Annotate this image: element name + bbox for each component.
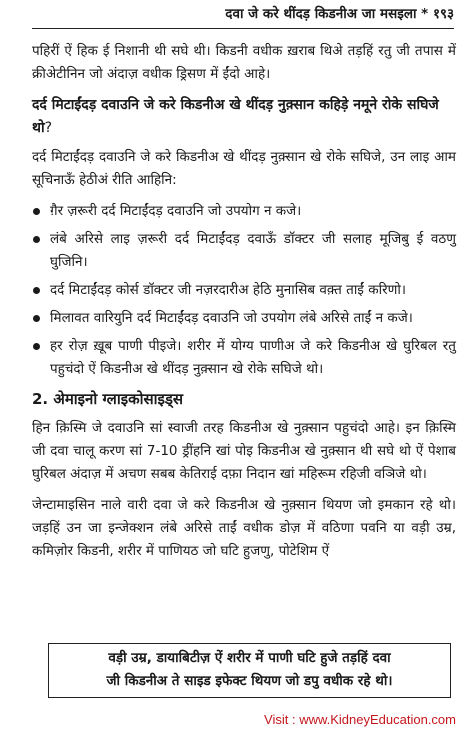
header-title: दवा जे करे थींदड़ किडनीअ जा मसइला xyxy=(225,6,417,22)
callout-line-1: वड़ी उम्र, डायाबिटीज़ ऐं शरीर में पाणी घटि हुजे तड़हिं दवा xyxy=(108,650,391,666)
list-item-text: लंबे अरिसे लाइ ज़रूरी दर्द मिटाईंदड़ दवाऊँ डॉक्टर जी सलाह मूजिबु ई वठणु घुजिनि। xyxy=(50,231,456,270)
header-rule xyxy=(32,28,454,29)
list-item xyxy=(32,200,456,223)
answer-intro: दर्द मिटाईंदड़ दवाउनि जे करे किडनीअ खे थींदड़ नुक़्सान खे रोके सघिजे, उन लाइ आम सूचिनाऊँ हेठीअं रीति आहिनि: xyxy=(32,149,456,188)
header-separator: * xyxy=(421,6,429,22)
callout-box xyxy=(48,643,451,698)
intro-paragraph: पहिरीं ऐं हिक ई निशानी थी सघे थी। किडनी वधीक ख़राब थिअे तड़हिं रतु जी तपास में क्रीअेटीनिन जो अंदाज़ वधीक ड्रिसण में ईंदो आहे। xyxy=(32,43,456,82)
list-item xyxy=(32,228,456,274)
section-paragraph-1: हिन क़िस्मि जे दवाउनि सां स्वाजी तरह किडनीअ खे नुक़्सान पहुचंदो आहे। इन क़िस्मि जी दवा चालू करण सां 7-10 ड्रींहनि खां पोइ किडनीअ खे नुक़्सान थी सघे थो ऐं पेशाब घुरिबल अंदाज़ में अचण सबब केतिराई दफ़ा निदान खां महिरूम रहिजी वञिजे थो। xyxy=(32,420,456,482)
question-text: दर्द मिटाईंदड़ दवाउनि जे करे किडनीअ खे थींदड़ नुक़्सान कहिड़े नमूने रोके सघिजे थो xyxy=(32,97,439,136)
list-item-text: दर्द मिटाईंदड़ कोर्स डॉक्टर जी नज़रदारीअ हेठि मुनासिब वक़्त ताईं करिणो। xyxy=(50,282,406,298)
question-heading xyxy=(32,94,456,140)
question-mark: ? xyxy=(44,120,53,136)
list-item xyxy=(32,307,456,330)
list-item-text: मिलावत वारियुनि दर्द मिटाईंदड़ दवाउनि जो उपयोग लंबे अरिसे ताईं न कजे। xyxy=(50,310,413,326)
recommendation-list xyxy=(32,200,456,381)
bullet-icon xyxy=(33,236,40,243)
section-paragraph-2: जेन्टामाइसिन नाले वारी दवा जे करे किडनीअ खे नुक़्सान थियण जो इमकान रहे थो। जड़हिं उन जा इन्जेक्शन लंबे अरिसे ताईं वधीक डोज़ में वठिणा पवनि या वड़ी उम्र, कमिज़ोर किडनी, शरीर में पाणियठ जो घटि हुजणु, पोटेशिम ऐं xyxy=(32,497,456,559)
footer-link[interactable]: Visit : www.KidneyEducation.com xyxy=(264,712,456,727)
list-item-text: ग़ैर ज़रूरी दर्द मिटाईंदड़ दवाउनि जो उपयोग न कजे। xyxy=(50,203,302,219)
running-header xyxy=(20,4,454,22)
list-item xyxy=(32,335,456,381)
list-item xyxy=(32,279,456,302)
bullet-icon xyxy=(33,315,40,322)
callout-line-2: जी किडनीअ ते साइड इफेक्ट थियण जो डपु वधीक रहे थो। xyxy=(106,673,393,689)
list-item-text: हर रोज़ ख़ूब पाणी पीइजे। शरीर में योग्य पाणीअ जे करे किडनीअ खे घुरिबल रतु पहुचंदो ऐं किडनीअ खे थींदड़ नुक़्सान खे रोके सघिजे थो। xyxy=(50,338,456,377)
bullet-icon xyxy=(33,343,40,350)
bullet-icon xyxy=(33,208,40,215)
page-number: १९३ xyxy=(432,6,454,22)
page-body xyxy=(32,40,456,571)
bullet-icon xyxy=(33,287,40,294)
section-heading: 2. अेमाइनो ग्लाइकोसाइड्स xyxy=(32,390,184,408)
